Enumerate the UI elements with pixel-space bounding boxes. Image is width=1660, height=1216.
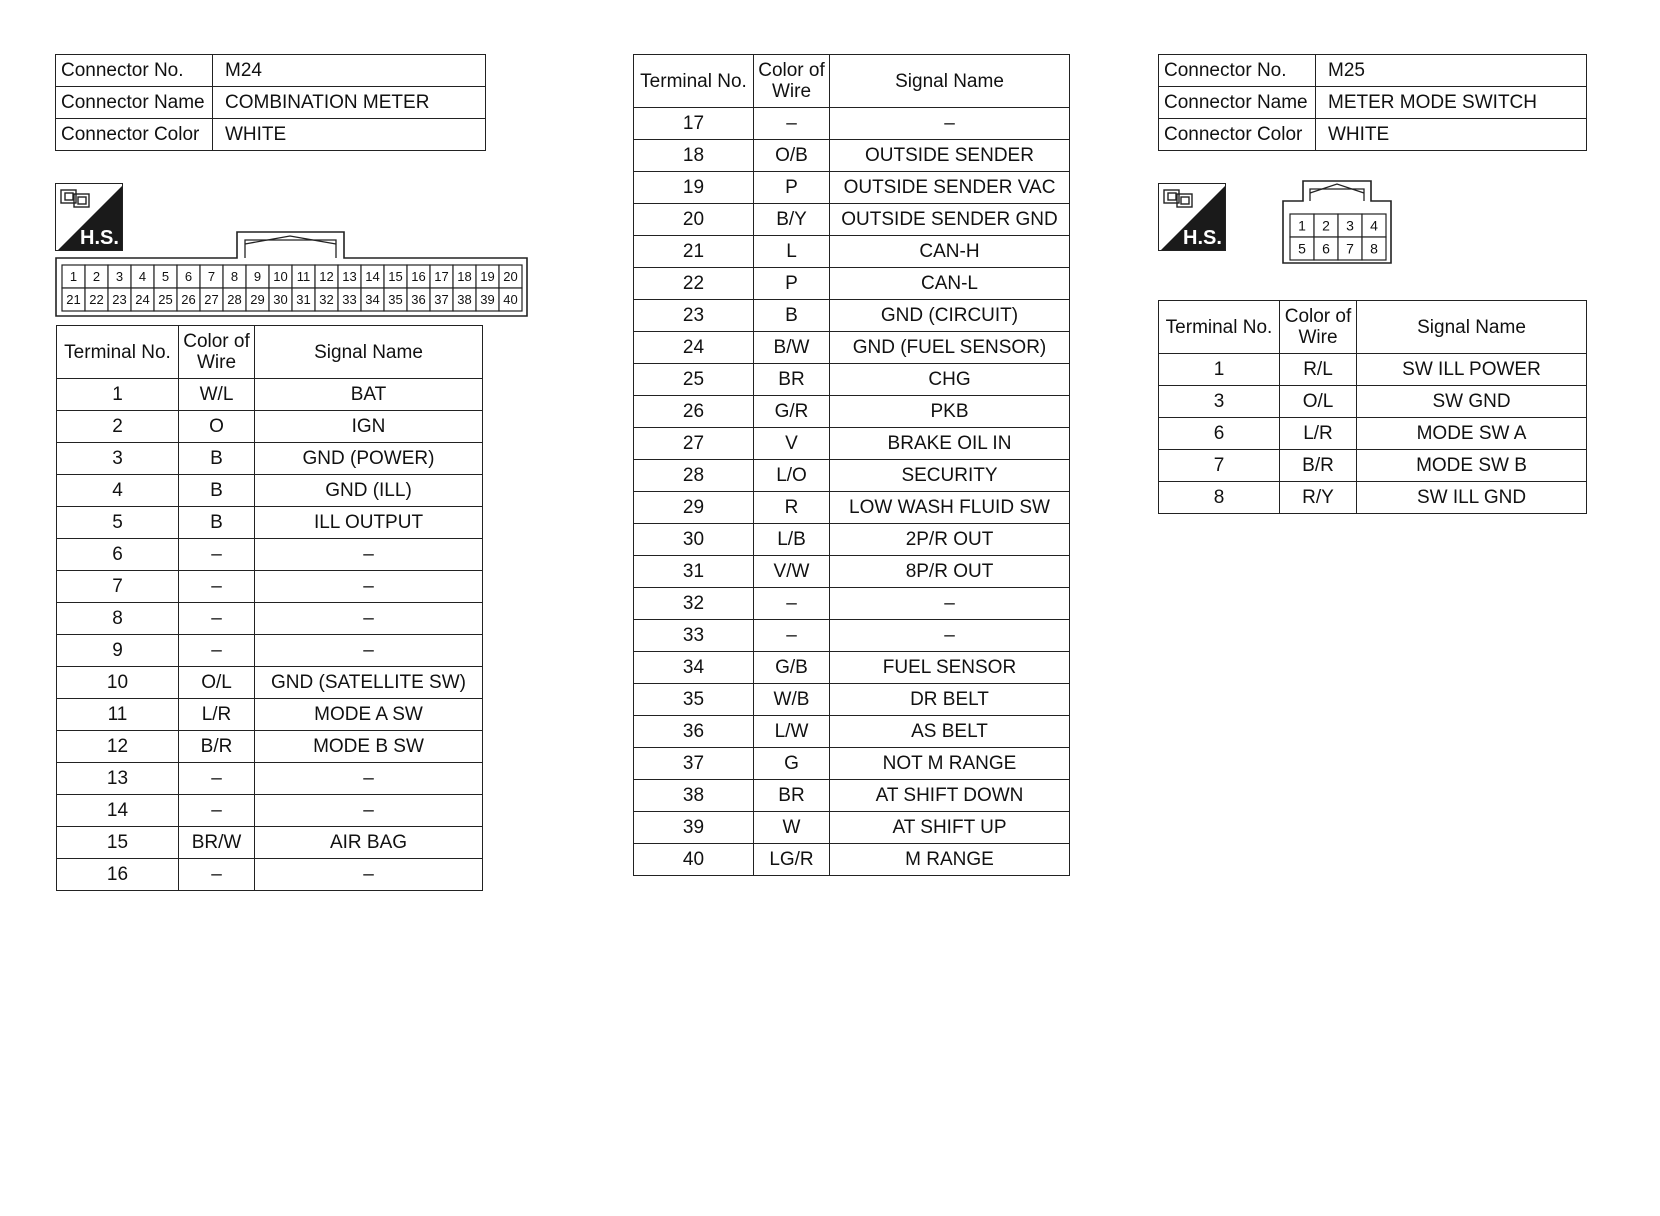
wire-color-cell: – xyxy=(179,603,255,635)
table-row xyxy=(634,236,1070,268)
m24-connector-info xyxy=(55,54,486,151)
terminal-no-cell: 15 xyxy=(57,827,179,859)
signal-name-cell: LOW WASH FLUID SW xyxy=(830,492,1070,524)
m24-pin-label: 13 xyxy=(342,269,357,285)
table-row xyxy=(634,620,1070,652)
table-row xyxy=(57,731,483,763)
wire-color-cell: O/L xyxy=(1280,386,1357,418)
m24-pin-label: 22 xyxy=(89,292,104,308)
m24-pin-label: 34 xyxy=(365,292,380,308)
terminal-no-cell: 26 xyxy=(634,396,754,428)
m24-pin-label: 10 xyxy=(273,269,288,285)
m24-pin-label: 1 xyxy=(69,269,78,285)
terminal-no-cell: 1 xyxy=(1159,354,1280,386)
terminal-no-cell: 34 xyxy=(634,652,754,684)
table-row xyxy=(57,443,483,475)
table-row xyxy=(57,795,483,827)
terminal-no-cell: 38 xyxy=(634,780,754,812)
table-row xyxy=(634,204,1070,236)
terminal-no-cell: 3 xyxy=(57,443,179,475)
m24-connector-name-row xyxy=(56,87,486,119)
wire-color-cell: L/R xyxy=(179,699,255,731)
terminal-no-cell: 5 xyxy=(57,507,179,539)
wire-color-cell: L/R xyxy=(1280,418,1357,450)
wire-color-cell: P xyxy=(754,268,830,300)
table-row xyxy=(634,556,1070,588)
m24-pin-label: 35 xyxy=(388,292,403,308)
table-row xyxy=(634,140,1070,172)
signal-name-cell: AT SHIFT DOWN xyxy=(830,780,1070,812)
m25-pin-label: 3 xyxy=(1346,217,1354,234)
terminal-no-cell: 24 xyxy=(634,332,754,364)
signal-name-cell: OUTSIDE SENDER GND xyxy=(830,204,1070,236)
signal-name-header: Signal Name xyxy=(1357,301,1587,354)
m24-connector-name-value: COMBINATION METER xyxy=(213,87,486,119)
signal-name-cell: NOT M RANGE xyxy=(830,748,1070,780)
m24-pin-label: 21 xyxy=(66,292,81,308)
m25-connector-info xyxy=(1158,54,1587,151)
terminal-no-cell: 6 xyxy=(57,539,179,571)
signal-name-cell: DR BELT xyxy=(830,684,1070,716)
wire-color-cell: G/B xyxy=(754,652,830,684)
terminal-no-header: Terminal No. xyxy=(634,55,754,108)
signal-name-cell: AT SHIFT UP xyxy=(830,812,1070,844)
wire-color-cell: V xyxy=(754,428,830,460)
m25-hs-text: H.S. xyxy=(1183,227,1222,249)
signal-name-cell: GND (POWER) xyxy=(255,443,483,475)
terminal-no-cell: 20 xyxy=(634,204,754,236)
table-row xyxy=(57,571,483,603)
table-row xyxy=(1159,450,1587,482)
signal-name-cell: BRAKE OIL IN xyxy=(830,428,1070,460)
terminal-no-cell: 3 xyxy=(1159,386,1280,418)
m24-pin-label: 20 xyxy=(503,269,518,285)
terminal-no-cell: 4 xyxy=(57,475,179,507)
signal-name-cell: SECURITY xyxy=(830,460,1070,492)
table-row xyxy=(634,364,1070,396)
terminal-no-cell: 37 xyxy=(634,748,754,780)
harness-side-icon xyxy=(1159,184,1226,251)
m24-terminal-table-a xyxy=(56,325,483,891)
wire-color-cell: V/W xyxy=(754,556,830,588)
table-row xyxy=(634,652,1070,684)
m24-connector-no-row xyxy=(56,55,486,87)
wire-color-cell: L/O xyxy=(754,460,830,492)
terminal-no-cell: 22 xyxy=(634,268,754,300)
terminal-no-cell: 40 xyxy=(634,844,754,876)
m24-pin-label: 5 xyxy=(161,269,170,285)
terminal-no-cell: 16 xyxy=(57,859,179,891)
wire-color-cell: O xyxy=(179,411,255,443)
wire-color-cell: L/W xyxy=(754,716,830,748)
terminal-no-header: Terminal No. xyxy=(1159,301,1280,354)
table-row xyxy=(57,667,483,699)
wire-color-cell: – xyxy=(179,571,255,603)
terminal-no-cell: 39 xyxy=(634,812,754,844)
wire-color-cell: B xyxy=(179,507,255,539)
wire-color-cell: R/Y xyxy=(1280,482,1357,514)
m25-pin-label: 4 xyxy=(1370,217,1378,234)
m24-pin-label: 3 xyxy=(115,269,124,285)
signal-name-cell: IGN xyxy=(255,411,483,443)
table-row xyxy=(1159,354,1587,386)
wire-color-cell: – xyxy=(179,795,255,827)
m24-pin-label: 2 xyxy=(92,269,101,285)
wire-color-cell: B/W xyxy=(754,332,830,364)
terminal-no-cell: 21 xyxy=(634,236,754,268)
m24-pin-label: 26 xyxy=(181,292,196,308)
terminal-no-cell: 6 xyxy=(1159,418,1280,450)
m25-pin-label: 2 xyxy=(1322,217,1330,234)
terminal-no-cell: 8 xyxy=(1159,482,1280,514)
m24-pin-label: 17 xyxy=(434,269,449,285)
table-row xyxy=(634,844,1070,876)
table-row xyxy=(57,635,483,667)
m24-pin-label: 36 xyxy=(411,292,426,308)
connector-no-label: Connector No. xyxy=(56,55,213,87)
wire-color-cell: BR/W xyxy=(179,827,255,859)
signal-name-cell: CAN-L xyxy=(830,268,1070,300)
m24-pin-label: 32 xyxy=(319,292,334,308)
m25-connector-face xyxy=(1281,179,1396,267)
signal-name-cell: OUTSIDE SENDER xyxy=(830,140,1070,172)
table-row xyxy=(634,748,1070,780)
m24-pin-label: 8 xyxy=(230,269,239,285)
m24-pin-label: 7 xyxy=(207,269,216,285)
signal-name-cell: – xyxy=(255,571,483,603)
terminal-no-cell: 13 xyxy=(57,763,179,795)
signal-name-cell: PKB xyxy=(830,396,1070,428)
table-row xyxy=(634,716,1070,748)
connector-no-label: Connector No. xyxy=(1159,55,1316,87)
m24-pin-label: 6 xyxy=(184,269,193,285)
m25-connector-name-value: METER MODE SWITCH xyxy=(1316,87,1587,119)
signal-name-cell: – xyxy=(830,620,1070,652)
signal-name-cell: – xyxy=(255,603,483,635)
wire-color-cell: L xyxy=(754,236,830,268)
terminal-no-cell: 1 xyxy=(57,379,179,411)
connector-color-label: Connector Color xyxy=(56,119,213,151)
table-row xyxy=(634,428,1070,460)
terminal-no-cell: 33 xyxy=(634,620,754,652)
m24-pin-label: 33 xyxy=(342,292,357,308)
m24-hs-text: H.S. xyxy=(80,227,119,249)
wire-color-cell: – xyxy=(754,108,830,140)
terminal-no-cell: 30 xyxy=(634,524,754,556)
wire-color-cell: – xyxy=(754,620,830,652)
m24-pin-label: 29 xyxy=(250,292,265,308)
signal-name-cell: – xyxy=(255,763,483,795)
signal-name-cell: GND (ILL) xyxy=(255,475,483,507)
signal-name-cell: BAT xyxy=(255,379,483,411)
terminal-no-cell: 29 xyxy=(634,492,754,524)
m25-pin-label: 7 xyxy=(1346,240,1354,257)
table-row xyxy=(634,268,1070,300)
table-header-row xyxy=(57,326,483,379)
table-row xyxy=(57,475,483,507)
signal-name-cell: GND (SATELLITE SW) xyxy=(255,667,483,699)
terminal-no-cell: 17 xyxy=(634,108,754,140)
wire-color-cell: O/L xyxy=(179,667,255,699)
signal-name-cell: CAN-H xyxy=(830,236,1070,268)
m24-pin-label: 11 xyxy=(296,269,311,285)
table-row xyxy=(634,524,1070,556)
signal-name-cell: M RANGE xyxy=(830,844,1070,876)
table-row xyxy=(57,699,483,731)
m25-connector-color-row xyxy=(1159,119,1587,151)
m25-hs-badge xyxy=(1158,183,1226,251)
wire-color-cell: W xyxy=(754,812,830,844)
wire-color-cell: – xyxy=(179,635,255,667)
terminal-no-cell: 18 xyxy=(634,140,754,172)
connector-name-label: Connector Name xyxy=(1159,87,1316,119)
table-row xyxy=(634,460,1070,492)
table-row xyxy=(1159,482,1587,514)
signal-name-cell: SW GND xyxy=(1357,386,1587,418)
m24-pin-label: 15 xyxy=(388,269,403,285)
signal-name-cell: AS BELT xyxy=(830,716,1070,748)
table-row xyxy=(634,332,1070,364)
m24-connector-color-value: WHITE xyxy=(213,119,486,151)
signal-name-cell: GND (FUEL SENSOR) xyxy=(830,332,1070,364)
m24-pin-label: 27 xyxy=(204,292,219,308)
signal-name-cell: MODE SW A xyxy=(1357,418,1587,450)
table-row xyxy=(634,396,1070,428)
signal-name-header: Signal Name xyxy=(830,55,1070,108)
signal-name-cell: SW ILL GND xyxy=(1357,482,1587,514)
wire-color-cell: – xyxy=(754,588,830,620)
wire-color-cell: BR xyxy=(754,364,830,396)
signal-name-cell: AIR BAG xyxy=(255,827,483,859)
m24-pin-label: 30 xyxy=(273,292,288,308)
signal-name-cell: OUTSIDE SENDER VAC xyxy=(830,172,1070,204)
m25-terminal-table xyxy=(1158,300,1587,514)
terminal-no-cell: 27 xyxy=(634,428,754,460)
wire-color-cell: – xyxy=(179,859,255,891)
wire-color-cell: P xyxy=(754,172,830,204)
table-row xyxy=(634,108,1070,140)
signal-name-cell: FUEL SENSOR xyxy=(830,652,1070,684)
signal-name-cell: 8P/R OUT xyxy=(830,556,1070,588)
table-row xyxy=(57,379,483,411)
wire-color-cell: B/R xyxy=(179,731,255,763)
wire-color-cell: LG/R xyxy=(754,844,830,876)
m25-pin-label: 5 xyxy=(1298,240,1306,257)
terminal-no-cell: 19 xyxy=(634,172,754,204)
signal-name-cell: 2P/R OUT xyxy=(830,524,1070,556)
table-row xyxy=(57,539,483,571)
signal-name-cell: ILL OUTPUT xyxy=(255,507,483,539)
signal-name-header: Signal Name xyxy=(255,326,483,379)
terminal-no-cell: 25 xyxy=(634,364,754,396)
m24-pin-label: 19 xyxy=(480,269,495,285)
wire-color-cell: – xyxy=(179,763,255,795)
table-row xyxy=(57,763,483,795)
m24-pin-label: 25 xyxy=(158,292,173,308)
table-row xyxy=(57,507,483,539)
m25-connector-name-row xyxy=(1159,87,1587,119)
signal-name-cell: – xyxy=(255,795,483,827)
m24-pin-label: 14 xyxy=(365,269,380,285)
color-of-wire-header: Color of Wire xyxy=(179,326,255,379)
wire-color-cell: B/Y xyxy=(754,204,830,236)
m24-pin-label: 40 xyxy=(503,292,518,308)
terminal-no-cell: 8 xyxy=(57,603,179,635)
wire-color-cell: B xyxy=(179,443,255,475)
wire-color-cell: O/B xyxy=(754,140,830,172)
signal-name-cell: SW ILL POWER xyxy=(1357,354,1587,386)
m25-pin-label: 8 xyxy=(1370,240,1378,257)
m24-pin-label: 37 xyxy=(434,292,449,308)
m24-pin-label: 28 xyxy=(227,292,242,308)
signal-name-cell: – xyxy=(255,859,483,891)
m25-pin-label: 1 xyxy=(1298,217,1306,234)
terminal-no-cell: 14 xyxy=(57,795,179,827)
terminal-no-cell: 11 xyxy=(57,699,179,731)
connector-color-label: Connector Color xyxy=(1159,119,1316,151)
table-row xyxy=(634,172,1070,204)
table-row xyxy=(634,684,1070,716)
m25-connector-no-value: M25 xyxy=(1316,55,1587,87)
terminal-no-cell: 28 xyxy=(634,460,754,492)
terminal-no-cell: 10 xyxy=(57,667,179,699)
terminal-no-cell: 31 xyxy=(634,556,754,588)
m24-pin-label: 38 xyxy=(457,292,472,308)
m24-connector-color-row xyxy=(56,119,486,151)
terminal-no-cell: 12 xyxy=(57,731,179,763)
table-row xyxy=(634,812,1070,844)
table-row xyxy=(634,780,1070,812)
signal-name-cell: – xyxy=(830,108,1070,140)
signal-name-cell: MODE A SW xyxy=(255,699,483,731)
wire-color-cell: W/B xyxy=(754,684,830,716)
m24-pin-label: 12 xyxy=(319,269,334,285)
terminal-no-cell: 2 xyxy=(57,411,179,443)
wire-color-cell: B xyxy=(754,300,830,332)
wire-color-cell: G xyxy=(754,748,830,780)
terminal-no-cell: 36 xyxy=(634,716,754,748)
color-of-wire-header: Color of Wire xyxy=(1280,301,1357,354)
table-header-row xyxy=(1159,301,1587,354)
wire-color-cell: R xyxy=(754,492,830,524)
terminal-no-cell: 7 xyxy=(1159,450,1280,482)
connector-name-label: Connector Name xyxy=(56,87,213,119)
wire-color-cell: – xyxy=(179,539,255,571)
m24-pin-label: 4 xyxy=(138,269,147,285)
terminal-no-header: Terminal No. xyxy=(57,326,179,379)
color-of-wire-header: Color of Wire xyxy=(754,55,830,108)
terminal-no-cell: 7 xyxy=(57,571,179,603)
m24-pin-label: 18 xyxy=(457,269,472,285)
signal-name-cell: – xyxy=(255,539,483,571)
table-header-row xyxy=(634,55,1070,108)
table-row xyxy=(57,411,483,443)
m25-connector-no-row xyxy=(1159,55,1587,87)
signal-name-cell: MODE B SW xyxy=(255,731,483,763)
wire-color-cell: W/L xyxy=(179,379,255,411)
m24-pin-label: 16 xyxy=(411,269,426,285)
wire-color-cell: B xyxy=(179,475,255,507)
wire-color-cell: L/B xyxy=(754,524,830,556)
m24-pin-label: 9 xyxy=(253,269,262,285)
signal-name-cell: – xyxy=(255,635,483,667)
terminal-no-cell: 32 xyxy=(634,588,754,620)
wire-color-cell: G/R xyxy=(754,396,830,428)
terminal-no-cell: 23 xyxy=(634,300,754,332)
table-row xyxy=(634,492,1070,524)
m24-connector-face xyxy=(54,230,534,320)
signal-name-cell: CHG xyxy=(830,364,1070,396)
m25-connector-color-value: WHITE xyxy=(1316,119,1587,151)
table-row xyxy=(57,827,483,859)
m24-pin-label: 31 xyxy=(296,292,311,308)
table-row xyxy=(634,588,1070,620)
wire-color-cell: B/R xyxy=(1280,450,1357,482)
m24-pin-label: 23 xyxy=(112,292,127,308)
m25-pin-label: 6 xyxy=(1322,240,1330,257)
wire-color-cell: R/L xyxy=(1280,354,1357,386)
wire-color-cell: BR xyxy=(754,780,830,812)
signal-name-cell: GND (CIRCUIT) xyxy=(830,300,1070,332)
table-row xyxy=(57,859,483,891)
terminal-no-cell: 9 xyxy=(57,635,179,667)
m24-connector-no-value: M24 xyxy=(213,55,486,87)
m24-terminal-table-b xyxy=(633,54,1070,876)
signal-name-cell: MODE SW B xyxy=(1357,450,1587,482)
signal-name-cell: – xyxy=(830,588,1070,620)
table-row xyxy=(634,300,1070,332)
table-row xyxy=(1159,386,1587,418)
m24-pin-label: 24 xyxy=(135,292,150,308)
table-row xyxy=(1159,418,1587,450)
table-row xyxy=(57,603,483,635)
m24-pin-label: 39 xyxy=(480,292,495,308)
terminal-no-cell: 35 xyxy=(634,684,754,716)
